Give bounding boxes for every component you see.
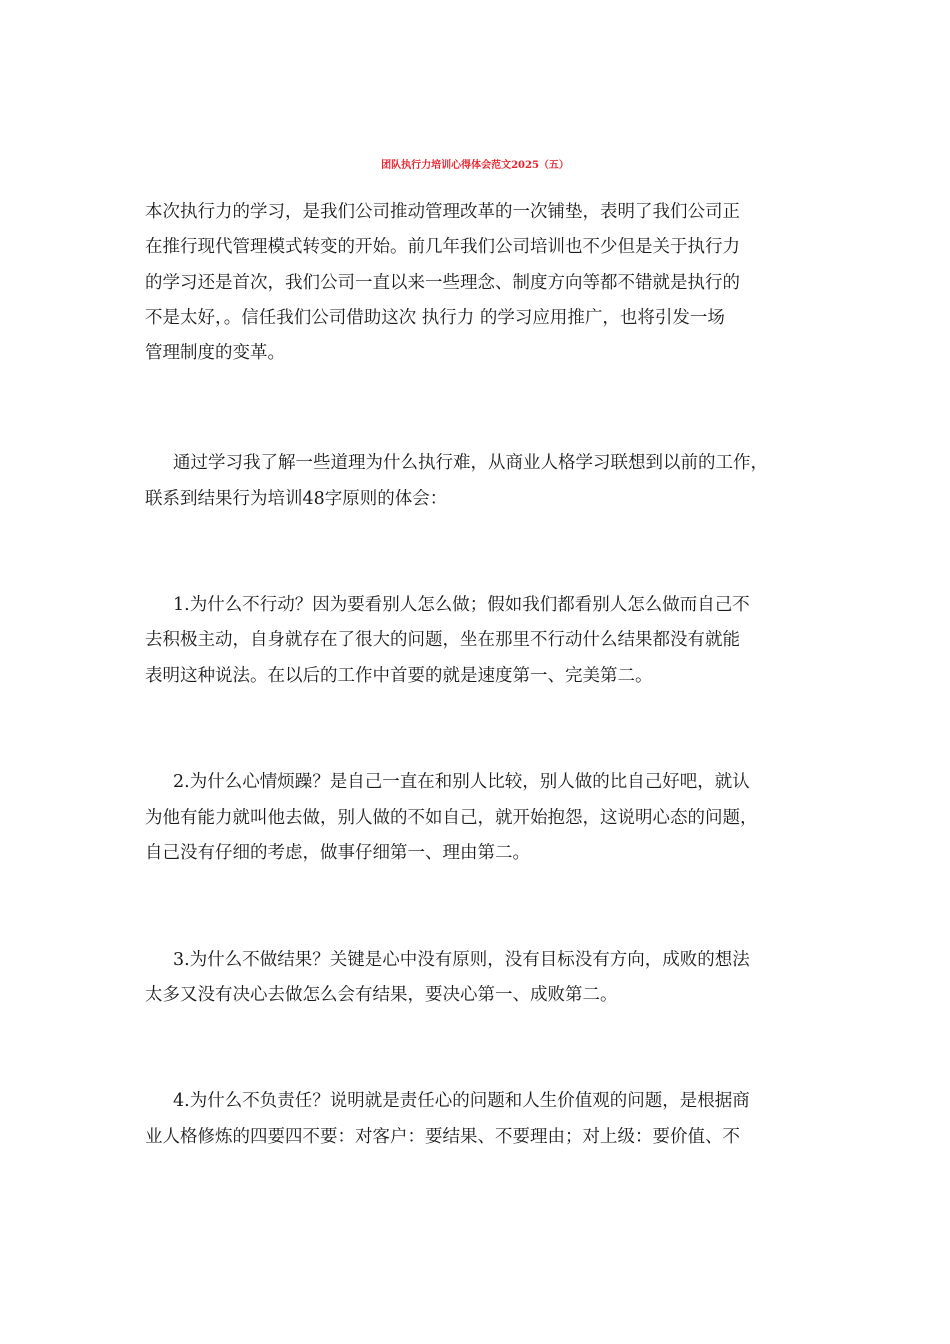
paragraph-line: 业人格修炼的四要四不要：对客户：要结果、不要理由；对上级：要价值、不: [145, 1127, 740, 1147]
paragraph-line: 太多又没有决心去做怎么会有结果，要决心第一、成败第二。: [145, 985, 618, 1005]
paragraph-line: 1.为什么不行动？因为要看别人怎么做；假如我们都看别人怎么做而自己不: [173, 595, 750, 615]
paragraph-line: 表明这种说法。在以后的工作中首要的就是速度第一、完美第二。: [145, 666, 653, 686]
paragraph-line: 4.为什么不负责任？说明就是责任心的问题和人生价值观的问题，是根据商: [173, 1091, 750, 1111]
paragraph-line: 自己没有仔细的考虑，做事仔细第一、理由第二。: [145, 843, 530, 863]
paragraph-line: 2.为什么心情烦躁？是自己一直在和别人比较，别人做的比自己好吧，就认: [173, 772, 750, 792]
paragraph-line: 去积极主动，自身就存在了很大的问题，坐在那里不行动什么结果都没有就能: [145, 630, 740, 650]
paragraph-line: 为他有能力就叫他去做，别人做的不如自己，就开始抱怨，这说明心态的问题，: [145, 808, 758, 828]
paragraph-line: 联系到结果行为培训48字原则的体会：: [145, 489, 448, 509]
paragraph-line: 本次执行力的学习，是我们公司推动管理改革的一次铺垫，表明了我们公司正: [145, 202, 740, 222]
paragraph-line: 通过学习我了解一些道理为什么执行难，从商业人格学习联想到以前的工作，: [173, 453, 768, 473]
paragraph-line: 的学习还是首次，我们公司一直以来一些理念、制度方向等都不错就是执行的: [145, 273, 740, 293]
paragraph-line: 不是太好，。信任我们公司借助这次 执行力 的学习应用推广，也将引发一场: [145, 308, 725, 328]
paragraph-line: 在推行现代管理模式转变的开始。前几年我们公司培训也不少但是关于执行力: [145, 237, 740, 257]
paragraph-line: 管理制度的变革。: [145, 343, 285, 363]
paragraph-line: 3.为什么不做结果？关键是心中没有原则，没有目标没有方向，成败的想法: [173, 950, 750, 970]
document-title: 团队执行力培训心得体会范文2025（五）: [381, 160, 569, 171]
